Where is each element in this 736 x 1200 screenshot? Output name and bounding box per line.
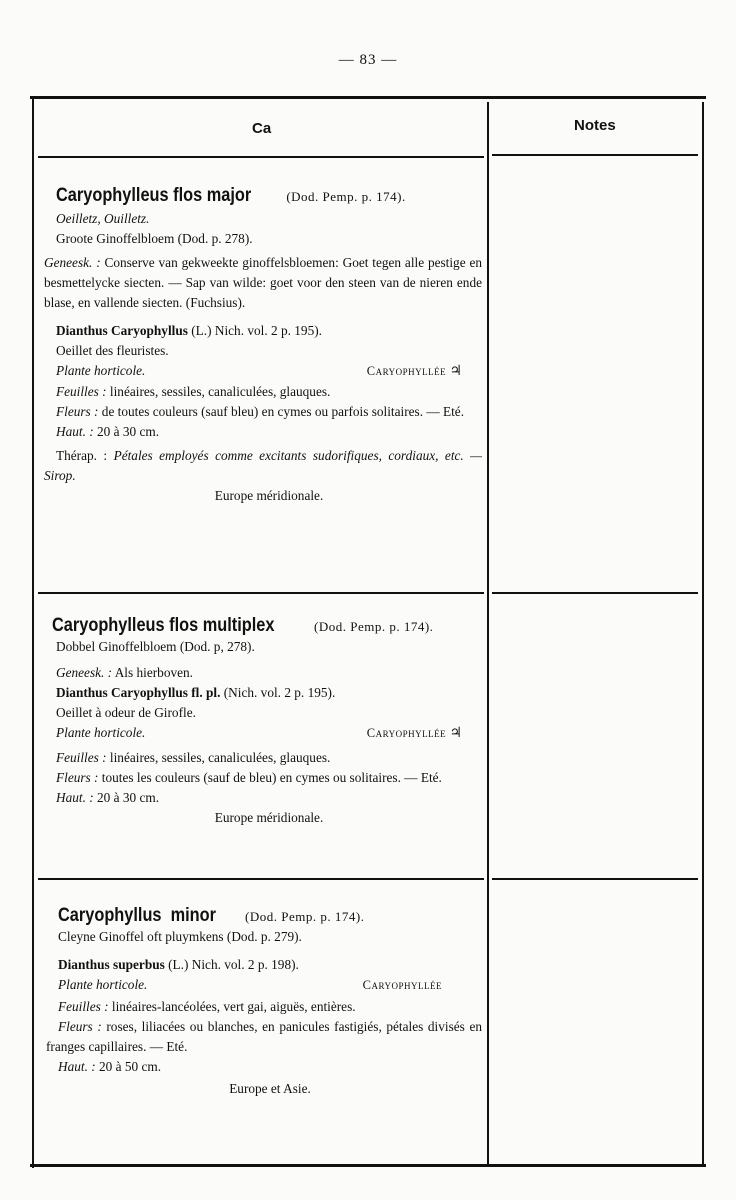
family-name-wrap xyxy=(367,723,482,744)
entry-title-ref: (Dod. Pemp. p. 174). xyxy=(245,909,365,924)
entry-line: Groote Ginoffelbloem (Dod. p. 278). xyxy=(56,231,253,246)
region: Europe et Asie. xyxy=(229,1081,311,1096)
entry-caryophyllus-minor xyxy=(46,905,483,1099)
fleurs-text: toutes les couleurs (sauf de bleu) en cymes ou solitaires. — Eté. xyxy=(101,770,442,785)
common-name: Oeillet à odeur de Girofle. xyxy=(56,705,196,720)
common-name: Oeillet des fleuristes. xyxy=(56,343,169,358)
feuilles-text: linéaires, sessiles, canaliculées, glauques. xyxy=(109,750,331,765)
haut-text: 20 à 30 cm. xyxy=(97,424,160,439)
column-header-notes: Notes xyxy=(574,117,616,134)
column-divider xyxy=(487,102,489,1164)
fleurs-label: Fleurs : xyxy=(56,770,99,785)
species-ref: (Nich. vol. 2 p. 195). xyxy=(223,685,336,700)
table-bottom-border xyxy=(30,1164,706,1167)
table-left-border xyxy=(32,98,34,1168)
row-rule-1 xyxy=(38,592,484,594)
plant-type: Plante horticole. xyxy=(56,725,146,740)
entry-line: Oeilletz, Ouilletz. xyxy=(56,211,150,226)
family-name: Caryophyllée xyxy=(366,726,447,740)
perennial-icon: ♃ xyxy=(449,726,462,741)
therap-label: Thérap. : xyxy=(56,448,108,463)
page-number: — 83 — xyxy=(338,52,398,68)
geneesk-text: Conserve van gekweekte ginoffelsbloemen: Goet tegen alle pestige en besmettelycke siecten. — Sap van wilde: goet voor den steen van de nieren ende blase, en vallende siecten. (Fuchsius). xyxy=(44,255,482,310)
table-top-border xyxy=(30,96,706,99)
species-ref: (L.) Nich. vol. 2 p. 198). xyxy=(168,957,299,972)
haut-label: Haut. : xyxy=(56,790,94,805)
haut-text: 20 à 50 cm. xyxy=(99,1059,162,1074)
fleurs-text: roses, liliacées ou blanches, en panicules fastigiés, pétales divisés en franges capillaires. — Eté. xyxy=(46,1019,483,1054)
row-rule-2 xyxy=(38,878,484,880)
species-ref: (L.) Nich. vol. 2 p. 195). xyxy=(191,323,322,338)
family-name-wrap xyxy=(367,361,482,382)
entry-caryophylleus-flos-major xyxy=(44,185,483,506)
haut-label: Haut. : xyxy=(56,424,94,439)
feuilles-text: linéaires, sessiles, canaliculées, glauques. xyxy=(109,384,331,399)
column-header-ca: Ca xyxy=(252,120,272,137)
entry-line: Dobbel Ginoffelbloem (Dod. p, 278). xyxy=(56,639,255,654)
row-rule-2-notes xyxy=(492,878,698,880)
feuilles-label: Feuilles : xyxy=(58,999,109,1014)
fleurs-label: Fleurs : xyxy=(56,404,99,419)
geneesk-text: Als hierboven. xyxy=(114,665,193,680)
therap-text: Pétales employés comme excitants sudorifiques, cordiaux, etc. — Sirop. xyxy=(44,448,483,483)
entry-title: Caryophylleus flos multiplex xyxy=(52,615,275,636)
entry-title-ref: (Dod. Pemp. p. 174). xyxy=(314,619,434,634)
entry-title: Caryophyllus minor xyxy=(58,905,216,926)
header-rule xyxy=(38,156,484,158)
haut-label: Haut. : xyxy=(58,1059,96,1074)
geneesk-label: Geneesk. : xyxy=(56,665,113,680)
family-name: Caryophyllée xyxy=(362,978,442,992)
plant-type: Plante horticole. xyxy=(58,977,148,992)
entry-title: Caryophylleus flos major xyxy=(56,185,252,206)
geneesk-label: Geneesk. : xyxy=(44,255,101,270)
species-name: Dianthus superbus xyxy=(58,957,165,972)
geneesk-paragraph xyxy=(44,253,482,313)
family-name: Caryophyllée xyxy=(366,364,447,378)
entry-title-ref: (Dod. Pemp. p. 174). xyxy=(286,189,406,204)
table-right-border xyxy=(702,102,704,1164)
feuilles-text: linéaires-lancéolées, vert gai, aiguës, entières. xyxy=(111,999,356,1014)
fleurs-label: Fleurs : xyxy=(58,1019,102,1034)
species-name: Dianthus Caryophyllus fl. pl. xyxy=(56,685,221,700)
region: Europe méridionale. xyxy=(214,488,324,503)
species-name: Dianthus Caryophyllus xyxy=(56,323,188,338)
entry-caryophylleus-flos-multiplex xyxy=(52,615,482,828)
feuilles-label: Feuilles : xyxy=(56,384,107,399)
region: Europe méridionale. xyxy=(214,810,324,825)
haut-text: 20 à 30 cm. xyxy=(97,790,160,805)
row-rule-1-notes xyxy=(492,592,698,594)
fleurs-text: de toutes couleurs (sauf bleu) en cymes ou parfois solitaires. — Eté. xyxy=(101,404,465,419)
plant-type: Plante horticole. xyxy=(56,363,146,378)
feuilles-label: Feuilles : xyxy=(56,750,107,765)
perennial-icon: ♃ xyxy=(449,364,462,379)
entry-line: Cleyne Ginoffel oft pluymkens (Dod. p. 279). xyxy=(58,929,302,944)
header-rule-notes xyxy=(492,154,698,156)
